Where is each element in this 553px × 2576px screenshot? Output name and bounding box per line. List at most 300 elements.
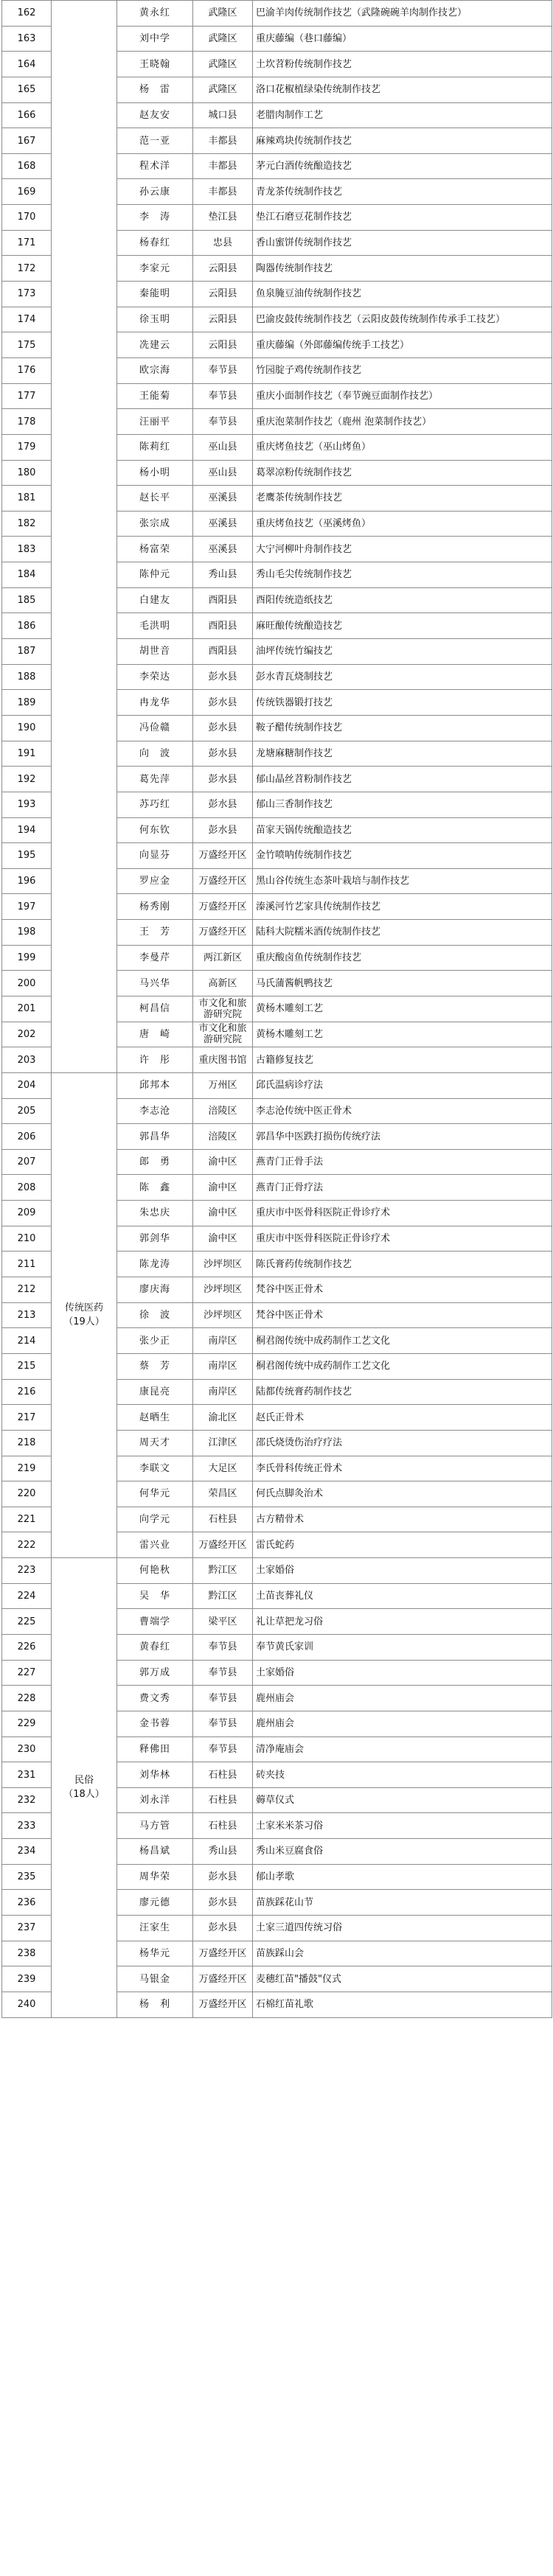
row-number: 195 [2,843,52,869]
inheritor-name: 马方管 [117,1813,193,1839]
region: 南岸区 [193,1328,253,1354]
inheritor-name: 向显芬 [117,843,193,869]
inheritor-name: 郭剑华 [117,1226,193,1252]
project-name: 桐君阁传统中成药制作工艺文化 [253,1353,552,1379]
project-name: 老腊肉制作工艺 [253,102,552,128]
inheritor-name: 张宗成 [117,511,193,537]
project-name: 燕青门正骨手法 [253,1149,552,1175]
region: 彭水县 [193,690,253,716]
row-number: 168 [2,153,52,179]
row-number: 179 [2,434,52,460]
inheritor-name: 赵友安 [117,102,193,128]
region: 万盛经开区 [193,1992,253,2017]
inheritor-name: 毛洪明 [117,613,193,639]
region: 渝中区 [193,1149,253,1175]
row-number: 207 [2,1149,52,1175]
project-name: 燕青门正骨疗法 [253,1175,552,1201]
project-name: 郁山三香制作技艺 [253,792,552,817]
inheritor-name: 杨 利 [117,1992,193,2017]
project-name: 黄杨木雕刻工艺 [253,1022,552,1047]
row-number: 198 [2,920,52,946]
region: 云阳县 [193,307,253,332]
project-name: 老鹰茶传统制作技艺 [253,486,552,512]
inheritor-name: 柯昌信 [117,996,193,1022]
inheritor-table-body [2,1,552,2018]
region: 万盛经开区 [193,1532,253,1558]
region: 万盛经开区 [193,843,253,869]
project-name: 鹿州庙会 [253,1711,552,1736]
inheritor-name: 马银金 [117,1966,193,1992]
project-name: 重庆小面制作技艺（奉节豌豆面制作技艺） [253,383,552,409]
category-cell [52,1072,117,1557]
project-name: 秀山米豆腐食俗 [253,1839,552,1865]
row-number: 226 [2,1635,52,1661]
project-name: 李氏骨科传统正骨术 [253,1456,552,1481]
row-number: 199 [2,945,52,971]
row-number: 196 [2,868,52,894]
region: 奉节县 [193,409,253,435]
row-number: 181 [2,486,52,512]
row-number: 216 [2,1379,52,1405]
row-number: 180 [2,460,52,486]
project-name: 重庆藤编（外郎藤编传统手工技艺） [253,332,552,358]
region: 石柱县 [193,1813,253,1839]
region: 涪陵区 [193,1124,253,1150]
category-count: （19人） [63,1316,105,1328]
inheritor-name: 张少正 [117,1328,193,1354]
region: 奉节县 [193,383,253,409]
row-number: 172 [2,256,52,282]
row-number: 222 [2,1532,52,1558]
row-number: 185 [2,587,52,613]
project-name: 土苗丧葬礼仪 [253,1583,552,1609]
row-number: 208 [2,1175,52,1201]
inheritor-table [1,0,552,2018]
row-number: 214 [2,1328,52,1354]
row-number: 187 [2,639,52,665]
inheritor-name: 杨小明 [117,460,193,486]
project-name: 苗族踩花山节 [253,1890,552,1916]
region: 高新区 [193,971,253,996]
row-number: 231 [2,1762,52,1788]
project-name: 麻辣鸡块传统制作技艺 [253,128,552,154]
project-name: 梵谷中医正骨术 [253,1277,552,1303]
region: 石柱县 [193,1507,253,1532]
region: 石柱县 [193,1787,253,1813]
row-number: 206 [2,1124,52,1150]
category-cell [52,1,117,1073]
project-name: 鱼泉腌豆油传统制作技艺 [253,282,552,307]
row-number: 170 [2,205,52,231]
row-number: 211 [2,1252,52,1277]
project-name: 土家婚俗 [253,1660,552,1686]
region: 酉阳县 [193,587,253,613]
project-name: 大宁河柳叶舟制作技艺 [253,537,552,562]
project-name: 桐君阁传统中成药制作工艺文化 [253,1328,552,1354]
row-number: 227 [2,1660,52,1686]
row-number: 200 [2,971,52,996]
project-name: 彭水青瓦烧制技艺 [253,664,552,690]
project-name: 溱溪河竹艺家具传统制作技艺 [253,894,552,920]
row-number: 169 [2,179,52,205]
project-name: 黄杨木雕刻工艺 [253,996,552,1022]
inheritor-name: 程术洋 [117,153,193,179]
region: 奉节县 [193,1635,253,1661]
project-name: 鞍子醋传统制作技艺 [253,715,552,741]
region: 彭水县 [193,817,253,843]
inheritor-name: 李 涛 [117,205,193,231]
project-name: 李志沧传统中医正骨术 [253,1098,552,1124]
project-name: 茅元白酒传统酿造技艺 [253,153,552,179]
row-number: 197 [2,894,52,920]
project-name: 何氏点脚灸治术 [253,1481,552,1507]
inheritor-name: 黄春红 [117,1635,193,1661]
region: 渝中区 [193,1226,253,1252]
project-name: 龙塘麻糖制作技艺 [253,741,552,767]
project-name: 奉节黄氏家训 [253,1635,552,1661]
inheritor-name: 黄永红 [117,1,193,27]
inheritor-name: 杨华元 [117,1941,193,1966]
inheritor-name: 金书蓉 [117,1711,193,1736]
row-number: 209 [2,1201,52,1226]
inheritor-name: 许 彤 [117,1047,193,1073]
row-number: 230 [2,1736,52,1762]
project-name: 马氏蒲酱帆鸭技艺 [253,971,552,996]
project-name: 礼让草把龙习俗 [253,1609,552,1635]
row-number: 186 [2,613,52,639]
row-number: 217 [2,1405,52,1431]
category-label: 传统医药 [64,1302,103,1314]
inheritor-name: 马兴华 [117,971,193,996]
project-name: 砖夹技 [253,1762,552,1788]
inheritor-name: 胡世音 [117,639,193,665]
row-number: 210 [2,1226,52,1252]
region: 沙坪坝区 [193,1252,253,1277]
region: 彭水县 [193,767,253,792]
region: 万盛经开区 [193,894,253,920]
region: 市文化和旅游研究院 [193,1022,253,1047]
row-number: 221 [2,1507,52,1532]
project-name: 苗族踩山会 [253,1941,552,1966]
row-number: 215 [2,1353,52,1379]
region: 黔江区 [193,1558,253,1584]
inheritor-name: 雷兴业 [117,1532,193,1558]
region: 巫山县 [193,434,253,460]
row-number: 232 [2,1787,52,1813]
category-label: 民俗 [74,1775,94,1787]
table-row [2,1558,552,1584]
row-number: 182 [2,511,52,537]
row-number: 202 [2,1022,52,1047]
project-name: 酉阳传统造纸技艺 [253,587,552,613]
region: 荣昌区 [193,1481,253,1507]
row-number: 218 [2,1430,52,1456]
project-name: 重庆烤鱼技艺（巫溪烤鱼） [253,511,552,537]
region: 巫溪县 [193,486,253,512]
region: 沙坪坝区 [193,1277,253,1303]
inheritor-name: 杨 雷 [117,77,193,102]
region: 武隆区 [193,52,253,77]
row-number: 229 [2,1711,52,1736]
region: 秀山县 [193,1839,253,1865]
inheritor-name: 向学元 [117,1507,193,1532]
project-name: 土家婚俗 [253,1558,552,1584]
inheritor-name: 李家元 [117,256,193,282]
region: 市文化和旅游研究院 [193,996,253,1022]
table-row [2,1,552,27]
inheritor-name: 郎 勇 [117,1149,193,1175]
region: 彭水县 [193,1916,253,1941]
inheritor-name: 秦能明 [117,282,193,307]
row-number: 171 [2,230,52,256]
region: 武隆区 [193,26,253,52]
project-name: 郭昌华中医跌打损伤传统疗法 [253,1124,552,1150]
inheritor-name: 陈莉红 [117,434,193,460]
row-number: 192 [2,767,52,792]
inheritor-name: 陈龙涛 [117,1252,193,1277]
project-name: 葛翠凉粉传统制作技艺 [253,460,552,486]
project-name: 古籍修复技艺 [253,1047,552,1073]
inheritor-name: 费文秀 [117,1686,193,1711]
inheritor-name: 孙云康 [117,179,193,205]
row-number: 205 [2,1098,52,1124]
project-name: 重庆泡菜制作技艺（鹿州 泡菜制作技艺） [253,409,552,435]
project-name: 鹿州庙会 [253,1686,552,1711]
region: 彭水县 [193,715,253,741]
inheritor-name: 释佛田 [117,1736,193,1762]
project-name: 竹园腚子鸡传统制作技艺 [253,357,552,383]
inheritor-name: 葛先萍 [117,767,193,792]
inheritor-name: 曹端学 [117,1609,193,1635]
region: 大足区 [193,1456,253,1481]
region: 秀山县 [193,562,253,588]
project-name: 巴渝羊肉传统制作技艺（武隆碗碗羊肉制作技艺） [253,1,552,27]
row-number: 219 [2,1456,52,1481]
row-number: 191 [2,741,52,767]
row-number: 235 [2,1864,52,1890]
region: 武隆区 [193,77,253,102]
region: 渝中区 [193,1175,253,1201]
inheritor-name: 刘中学 [117,26,193,52]
category-cell [52,1558,117,2018]
inheritor-name: 何华元 [117,1481,193,1507]
project-name: 赵氏正骨术 [253,1405,552,1431]
inheritor-name: 邱邦本 [117,1072,193,1098]
project-name: 苗家天锅传统酿造技艺 [253,817,552,843]
project-name: 麦穗红苗"播鼓"仪式 [253,1966,552,1992]
inheritor-name: 周华荣 [117,1864,193,1890]
region: 彭水县 [193,741,253,767]
region: 奉节县 [193,1711,253,1736]
row-number: 228 [2,1686,52,1711]
project-name: 重庆市中医骨科医院正骨诊疗术 [253,1201,552,1226]
row-number: 175 [2,332,52,358]
inheritor-name: 廖庆海 [117,1277,193,1303]
inheritor-name: 廖元德 [117,1890,193,1916]
region: 梁平区 [193,1609,253,1635]
project-name: 洛口花椒植绿染传统制作技艺 [253,77,552,102]
region: 奉节县 [193,357,253,383]
project-name: 金竹喷呐传统制作技艺 [253,843,552,869]
row-number: 184 [2,562,52,588]
project-name: 陆科大院糯米酒传统制作技艺 [253,920,552,946]
project-name: 薅草仪式 [253,1787,552,1813]
row-number: 176 [2,357,52,383]
project-name: 青龙茶传统制作技艺 [253,179,552,205]
inheritor-name: 杨春红 [117,230,193,256]
region: 涪陵区 [193,1098,253,1124]
project-name: 重庆藤编（巷口藤编） [253,26,552,52]
region: 巫溪县 [193,511,253,537]
region: 城口县 [193,102,253,128]
region: 丰都县 [193,179,253,205]
row-number: 212 [2,1277,52,1303]
region: 万州区 [193,1072,253,1098]
inheritor-name: 李志沧 [117,1098,193,1124]
inheritor-name: 郭昌华 [117,1124,193,1150]
region: 黔江区 [193,1583,253,1609]
row-number: 173 [2,282,52,307]
region: 奉节县 [193,1736,253,1762]
region: 石柱县 [193,1762,253,1788]
inheritor-name: 陈仲元 [117,562,193,588]
project-name: 邵氏烧烫伤治疗疗法 [253,1430,552,1456]
inheritor-name: 刘华林 [117,1762,193,1788]
region: 云阳县 [193,332,253,358]
project-name: 巴渝皮鼓传统制作技艺（云阳皮鼓传统制作传承手工技艺） [253,307,552,332]
project-name: 陈氏膏药传统制作技艺 [253,1252,552,1277]
region: 江津区 [193,1430,253,1456]
project-name: 重庆市中医骨科医院正骨诊疗术 [253,1226,552,1252]
inheritor-name: 康昆亮 [117,1379,193,1405]
project-name: 石棉红苗礼歌 [253,1992,552,2017]
inheritor-name: 王能菊 [117,383,193,409]
region: 彭水县 [193,664,253,690]
row-number: 166 [2,102,52,128]
inheritor-name: 冼建云 [117,332,193,358]
region: 南岸区 [193,1353,253,1379]
region: 云阳县 [193,282,253,307]
project-name: 陶器传统制作技艺 [253,256,552,282]
project-name: 土坎苕粉传统制作技艺 [253,52,552,77]
inheritor-name: 何东钦 [117,817,193,843]
row-number: 238 [2,1941,52,1966]
project-name: 垫江石磨豆花制作技艺 [253,205,552,231]
region: 云阳县 [193,256,253,282]
row-number: 204 [2,1072,52,1098]
region: 渝北区 [193,1405,253,1431]
region: 忠县 [193,230,253,256]
region: 万盛经开区 [193,1941,253,1966]
inheritor-name: 向 波 [117,741,193,767]
row-number: 201 [2,996,52,1022]
row-number: 188 [2,664,52,690]
region: 万盛经开区 [193,868,253,894]
row-number: 213 [2,1302,52,1328]
project-name: 油坪传统竹编技艺 [253,639,552,665]
row-number: 183 [2,537,52,562]
inheritor-name: 唐 崎 [117,1022,193,1047]
category-count: （18人） [63,1789,105,1801]
inheritor-name: 冯俭赣 [117,715,193,741]
region: 渝中区 [193,1201,253,1226]
row-number: 162 [2,1,52,27]
inheritor-name: 杨昌斌 [117,1839,193,1865]
row-number: 177 [2,383,52,409]
row-number: 178 [2,409,52,435]
project-name: 黑山谷传统生态茶叶栽培与制作技艺 [253,868,552,894]
project-name: 土家三道四传统习俗 [253,1916,552,1941]
project-name: 雷氏蛇药 [253,1532,552,1558]
inheritor-name: 范一亚 [117,128,193,154]
region: 沙坪坝区 [193,1302,253,1328]
inheritor-name: 李荣达 [117,664,193,690]
inheritor-name: 白建友 [117,587,193,613]
project-name: 传统铁器锻打技艺 [253,690,552,716]
inheritor-name: 杨秀刚 [117,894,193,920]
inheritor-name: 汪家生 [117,1916,193,1941]
project-name: 陆都传统膏药制作技艺 [253,1379,552,1405]
region: 万盛经开区 [193,920,253,946]
region: 重庆图书馆 [193,1047,253,1073]
region: 万盛经开区 [193,1966,253,1992]
row-number: 167 [2,128,52,154]
row-number: 225 [2,1609,52,1635]
row-number: 224 [2,1583,52,1609]
inheritor-name: 李联文 [117,1456,193,1481]
row-number: 163 [2,26,52,52]
inheritor-name: 王 芳 [117,920,193,946]
region: 武隆区 [193,1,253,27]
region: 丰都县 [193,153,253,179]
region: 酉阳县 [193,639,253,665]
inheritor-name: 苏巧红 [117,792,193,817]
row-number: 233 [2,1813,52,1839]
project-name: 土家米米茶习俗 [253,1813,552,1839]
row-number: 164 [2,52,52,77]
region: 奉节县 [193,1660,253,1686]
row-number: 189 [2,690,52,716]
project-name: 邱氏温病诊疗法 [253,1072,552,1098]
inheritor-name: 周天才 [117,1430,193,1456]
row-number: 239 [2,1966,52,1992]
row-number: 236 [2,1890,52,1916]
inheritor-name: 汪丽平 [117,409,193,435]
row-number: 194 [2,817,52,843]
inheritor-name: 刘永洋 [117,1787,193,1813]
inheritor-name: 冉龙华 [117,690,193,716]
inheritor-name: 赵长平 [117,486,193,512]
row-number: 220 [2,1481,52,1507]
project-name: 重庆酸卤鱼传统制作技艺 [253,945,552,971]
region: 奉节县 [193,1686,253,1711]
inheritor-name: 徐玉明 [117,307,193,332]
inheritor-name: 徐 波 [117,1302,193,1328]
region: 巫溪县 [193,537,253,562]
inheritor-name: 郭万成 [117,1660,193,1686]
project-name: 重庆烤鱼技艺（巫山烤鱼） [253,434,552,460]
project-name: 郁山晶丝苕粉制作技艺 [253,767,552,792]
project-name: 麻旺酿传统酿造技艺 [253,613,552,639]
inheritor-name: 赵晒生 [117,1405,193,1431]
project-name: 郁山孝歌 [253,1864,552,1890]
row-number: 223 [2,1558,52,1584]
region: 南岸区 [193,1379,253,1405]
inheritor-name: 蔡 芳 [117,1353,193,1379]
inheritor-name: 朱忠庆 [117,1201,193,1226]
row-number: 165 [2,77,52,102]
project-name: 古方精骨术 [253,1507,552,1532]
